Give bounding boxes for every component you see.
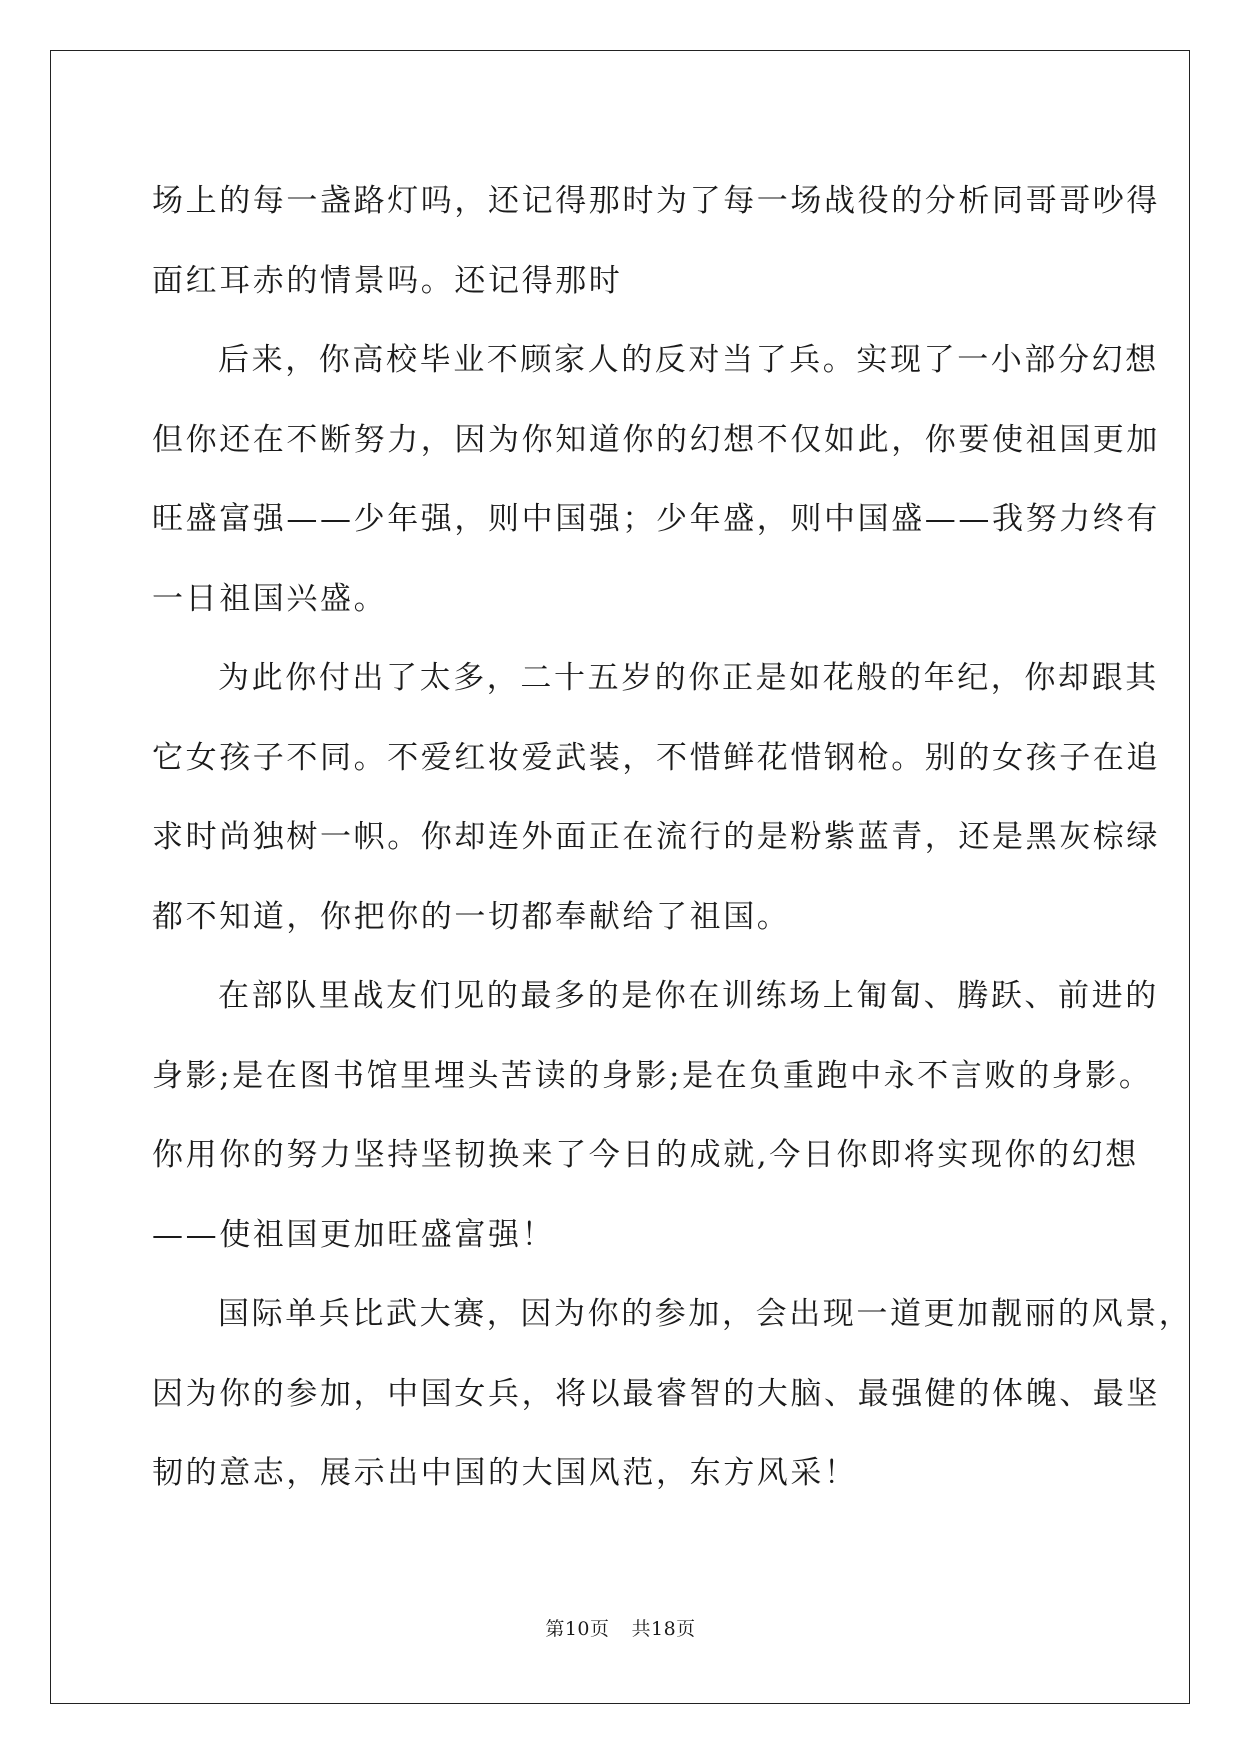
text-line: 韧的意志，展示出中国的大国风范，东方风采！	[152, 1455, 858, 1491]
text-line: ——使祖国更加旺盛富强！	[152, 1216, 556, 1253]
text-line: 国际单兵比武大赛，因为你的参加，会出现一道更加靓丽的风景，	[218, 1296, 1193, 1332]
text-line: 旺盛富强——少年强，则中国强；少年盛，则中国盛——我努力终有	[152, 501, 1160, 537]
text-line: 面红耳赤的情景吗。还记得那时	[152, 262, 623, 299]
text-line: 但你还在不断努力，因为你知道你的幻想不仅如此，你要使祖国更加	[152, 421, 1160, 458]
text-line: 一日祖国兴盛。	[152, 580, 388, 617]
page-footer	[0, 1614, 1241, 1641]
text-line: 因为你的参加，中国女兵，将以最睿智的大脑、最强健的体魄、最坚	[152, 1375, 1160, 1412]
page-total: 共18页	[631, 1618, 696, 1640]
text-line: 都不知道，你把你的一切都奉献给了祖国。	[152, 898, 791, 935]
document-body	[152, 162, 1193, 1514]
text-line: 求时尚独树一帜。你却连外面正在流行的是粉紫蓝青，还是黑灰棕绿	[152, 819, 1160, 855]
text-line: 你用你的努力坚持坚韧换来了今日的成就,今日你即将实现你的幻想	[152, 1137, 1139, 1173]
text-line: 在部队里战友们见的最多的是你在训练场上匍匐、腾跃、前进的	[218, 978, 1159, 1014]
text-line: 场上的每一盏路灯吗，还记得那时为了每一场战役的分析同哥哥吵得	[152, 183, 1160, 219]
text-line: 身影;是在图书馆里埋头苦读的身影;是在负重跑中永不言败的身影。	[152, 1057, 1153, 1094]
text-line: 它女孩子不同。不爱红妆爱武装，不惜鲜花惜钢枪。别的女孩子在追	[152, 739, 1160, 776]
page-number: 第10页	[545, 1618, 610, 1640]
text-line: 后来，你高校毕业不顾家人的反对当了兵。实现了一小部分幻想	[218, 342, 1159, 378]
text-line: 为此你付出了太多，二十五岁的你正是如花般的年纪，你却跟其	[218, 660, 1159, 696]
